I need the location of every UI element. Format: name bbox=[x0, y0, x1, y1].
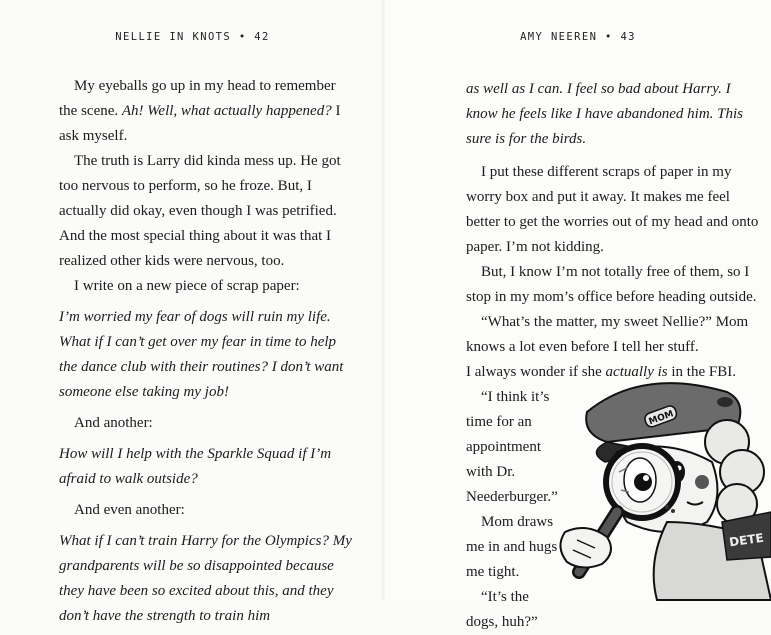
paragraph: “It’s the dogs, huh?” bbox=[466, 589, 538, 630]
left-body-text bbox=[59, 74, 357, 635]
paragraph: The truth is Larry did kinda mess up. He got too nervous to perform, so he froze. But, I actually did okay, even though I was petrified. And the most special thing about it was that I realized other kids were nervous, too. bbox=[59, 153, 341, 269]
detective-nellie-illustration bbox=[547, 372, 771, 600]
paragraph: But, I know I’m not totally free of them, so I stop in my mom’s office before heading outside. bbox=[466, 264, 757, 305]
paragraph: I write on a new piece of scrap paper: bbox=[74, 278, 300, 294]
paragraph: I always wonder if she actually is in the FBI. bbox=[466, 364, 736, 380]
italic-note: How will I help with the Sparkle Squad if I’m afraid to walk outside? bbox=[59, 446, 332, 487]
italic-note: I’m worried my fear of dogs will ruin my life. What if I can’t get over my fear in time to help the dance club with their routines? I don’t want someone else taking my job! bbox=[59, 309, 344, 400]
paragraph: “I think it’s time for an appointment with Dr. Neederburger.” bbox=[466, 389, 558, 505]
right-page bbox=[385, 0, 771, 630]
paragraph: And another: bbox=[74, 415, 153, 431]
italic-continuation: as well as I can. I feel so bad about Harry. I know he feels like I have abandoned him. This sure is for the birds. bbox=[466, 81, 744, 147]
paragraph: I put these different scraps of paper in my worry box and put it away. It makes me feel better to get the worries out of my head and onto paper. I’m not kidding. bbox=[466, 164, 759, 255]
left-page bbox=[0, 0, 385, 624]
cap-badge-text: MOM bbox=[647, 409, 676, 428]
paragraph: And even another: bbox=[74, 502, 185, 518]
collar-text: DETE bbox=[728, 530, 765, 550]
paragraph: Mom draws me in and hugs me tight. bbox=[466, 514, 558, 580]
left-running-header: NELLIE IN KNOTS • 42 bbox=[115, 31, 270, 43]
paragraph: “What’s the matter, my sweet Nellie?” Mom knows a lot even before I tell her stuff. bbox=[466, 314, 749, 355]
right-running-header: AMY NEEREN • 43 bbox=[520, 31, 636, 43]
paragraph: My eyeballs go up in my head to remember the scene. Ah! Well, what actually happened? I ask myself. bbox=[59, 78, 341, 144]
italic-note: What if I can’t train Harry for the Olympics? My grandparents will be so disappointed because they have been so excited about this, and they don’t have the strength to train him bbox=[59, 533, 352, 624]
